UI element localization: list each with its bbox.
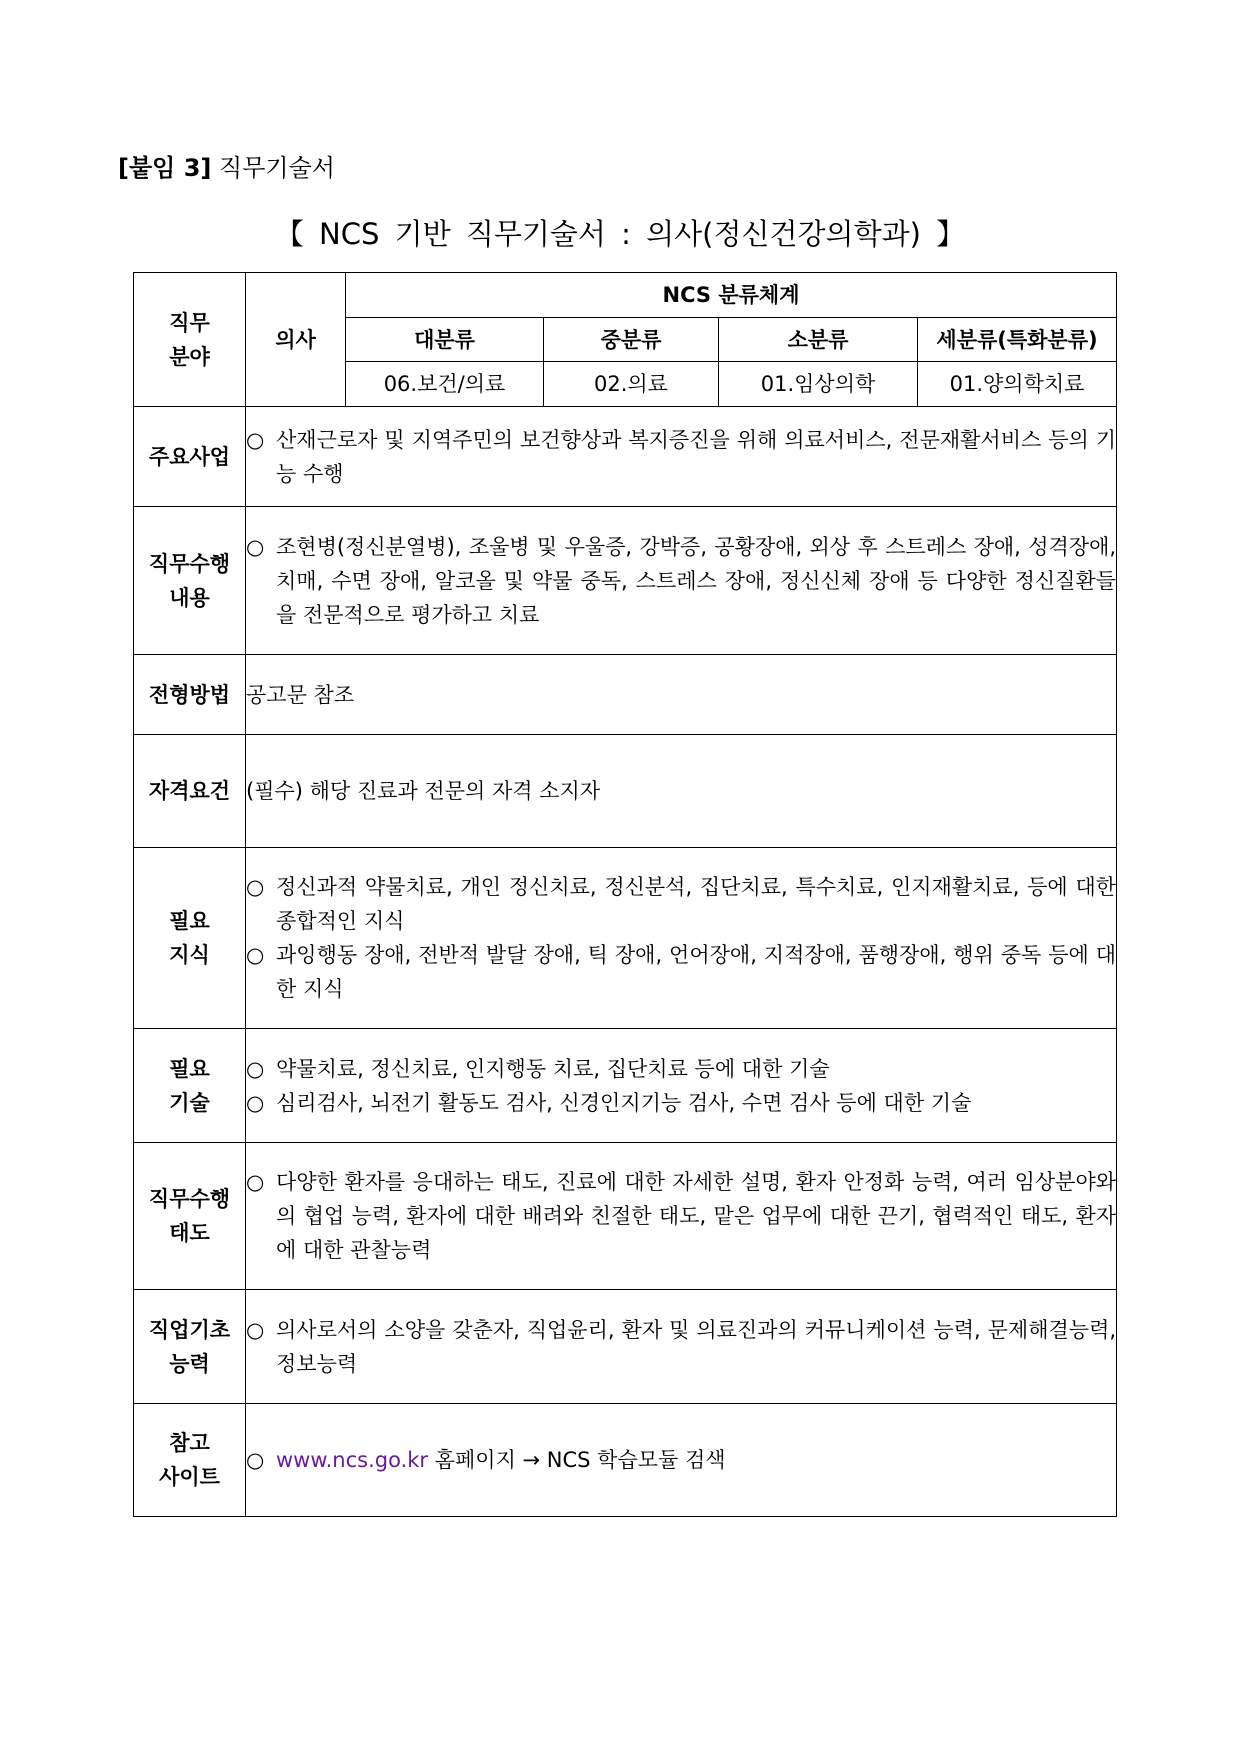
row-label	[134, 655, 246, 735]
row-content	[246, 1290, 1117, 1404]
list-item	[246, 423, 1116, 491]
item-text: 다양한 환자를 응대하는 태도, 진료에 대한 자세한 설명, 환자 안정화 능력, 여러 임상분야와의 협업 능력, 환자에 대한 배려와 친절한 태도, 맡은 업무에 대한 끈기, 협력적인 태도, 환자에 대한 관찰능력	[276, 1170, 1117, 1262]
value-minor-category: 01.임상의학	[719, 362, 918, 407]
circle-bullet-icon: ○	[246, 1448, 265, 1472]
column-minor-category: 소분류	[719, 318, 918, 362]
item-text: 심리검사, 뇌전기 활동도 검사, 신경인지기능 검사, 수면 검사 등에 대한 기술	[276, 1090, 972, 1115]
row-content: 공고문 참조	[246, 655, 1117, 735]
circle-bullet-icon: ○	[246, 427, 265, 452]
row-label-line: 필요	[169, 1056, 210, 1081]
column-sub-category: 세분류(특화분류)	[918, 318, 1117, 362]
ncs-system-header: NCS 분류체계	[346, 273, 1117, 318]
column-middle-category: 중분류	[544, 318, 719, 362]
list-item	[246, 938, 1116, 1006]
row-label	[134, 507, 246, 655]
list-item	[246, 1443, 1116, 1477]
row-label-line: 사이트	[159, 1465, 220, 1489]
row-label-line: 직업기초	[148, 1317, 231, 1342]
row-label	[134, 848, 246, 1029]
row-label-line: 기술	[169, 1090, 210, 1115]
row-content	[246, 1404, 1117, 1517]
row-qualification	[134, 735, 1117, 848]
item-text: 정신과적 약물치료, 개인 정신치료, 정신분석, 집단치료, 특수치료, 인지재활치료, 등에 대한 종합적인 지식	[276, 875, 1117, 933]
item-text: 의사로서의 소양을 갖춘자, 직업윤리, 환자 및 의료진과의 커뮤니케이션 능력, 문제해결능력, 정보능력	[276, 1317, 1117, 1376]
circle-bullet-icon: ○	[246, 534, 265, 559]
job-description-table	[133, 272, 1117, 1517]
row-label	[134, 1029, 246, 1143]
row-label-line: 지식	[169, 943, 210, 967]
attachment-title: 직무기술서	[219, 154, 335, 182]
field-label-line-1: 직무	[169, 310, 210, 335]
value-middle-category: 02.의료	[544, 362, 719, 407]
row-label-line: 필요	[169, 909, 210, 933]
circle-bullet-icon: ○	[246, 875, 265, 899]
list-item	[246, 1086, 1116, 1120]
circle-bullet-icon: ○	[246, 1317, 265, 1342]
row-content	[246, 1143, 1117, 1290]
list-item	[246, 1165, 1116, 1267]
item-text: 과잉행동 장애, 전반적 발달 장애, 틱 장애, 언어장애, 지적장애, 품행장애, 행위 중독 등에 대한 지식	[276, 943, 1117, 1001]
row-label-line: 내용	[169, 585, 210, 610]
value-sub-category: 01.양의학치료	[918, 362, 1117, 407]
field-value-cell: 의사	[246, 273, 346, 407]
value-major-category: 06.보건/의료	[346, 362, 544, 407]
row-required-knowledge	[134, 848, 1117, 1029]
list-item	[246, 1052, 1116, 1086]
list-item	[246, 870, 1116, 938]
list-item	[246, 530, 1116, 632]
row-job-content	[134, 507, 1117, 655]
circle-bullet-icon: ○	[246, 1090, 265, 1115]
row-label-line: 직무수행	[148, 551, 231, 576]
row-required-skills	[134, 1029, 1117, 1143]
item-text	[276, 1443, 1116, 1477]
row-label	[134, 407, 246, 507]
row-main-business	[134, 407, 1117, 507]
document-title: 【 NCS 기반 직무기술서 : 의사(정신건강의학과) 】	[274, 217, 966, 251]
attachment-label: [붙임 3]	[118, 154, 212, 182]
row-label	[134, 1404, 246, 1517]
row-label	[134, 1290, 246, 1404]
field-label-cell	[134, 273, 246, 407]
row-label-line: 태도	[169, 1221, 210, 1245]
attachment-header	[118, 148, 335, 183]
row-content	[246, 1029, 1117, 1143]
row-label-line: 직무수행	[148, 1187, 231, 1211]
row-content: (필수) 해당 진료과 전문의 자격 소지자	[246, 735, 1117, 848]
row-label-line: 자격요건	[148, 779, 231, 803]
row-content	[246, 407, 1117, 507]
item-text: 산재근로자 및 지역주민의 보건향상과 복지증진을 위해 의료서비스, 전문재활서비스 등의 기능 수행	[276, 427, 1117, 486]
row-label	[134, 1143, 246, 1290]
circle-bullet-icon: ○	[246, 1056, 265, 1081]
reference-rest-text: 홈페이지 → NCS 학습모듈 검색	[428, 1448, 726, 1472]
circle-bullet-icon: ○	[246, 943, 265, 967]
row-label	[134, 735, 246, 848]
column-major-category: 대분류	[346, 318, 544, 362]
row-content	[246, 848, 1117, 1029]
circle-bullet-icon: ○	[246, 1170, 265, 1194]
row-selection-method	[134, 655, 1117, 735]
row-label-line: 주요사업	[148, 444, 231, 469]
ncs-site-link[interactable]: www.ncs.go.kr	[276, 1448, 429, 1472]
row-content	[246, 507, 1117, 655]
field-label-line-2: 분야	[169, 344, 210, 369]
row-job-attitude	[134, 1143, 1117, 1290]
row-label-line: 참고	[169, 1431, 210, 1455]
item-text: 조현병(정신분열병), 조울병 및 우울증, 강박증, 공황장애, 외상 후 스트레스 장애, 성격장애, 치매, 수면 장애, 알코올 및 약물 중독, 스트레스 장애, 정신신체 장애 등 다양한 정신질환들을 전문적으로 평가하고 치료	[276, 534, 1117, 627]
row-label-line: 전형방법	[148, 682, 231, 707]
row-reference-site	[134, 1404, 1117, 1517]
item-text: 약물치료, 정신치료, 인지행동 치료, 집단치료 등에 대한 기술	[276, 1056, 830, 1081]
row-basic-competency	[134, 1290, 1117, 1404]
list-item	[246, 1313, 1116, 1381]
row-label-line: 능력	[169, 1351, 210, 1376]
